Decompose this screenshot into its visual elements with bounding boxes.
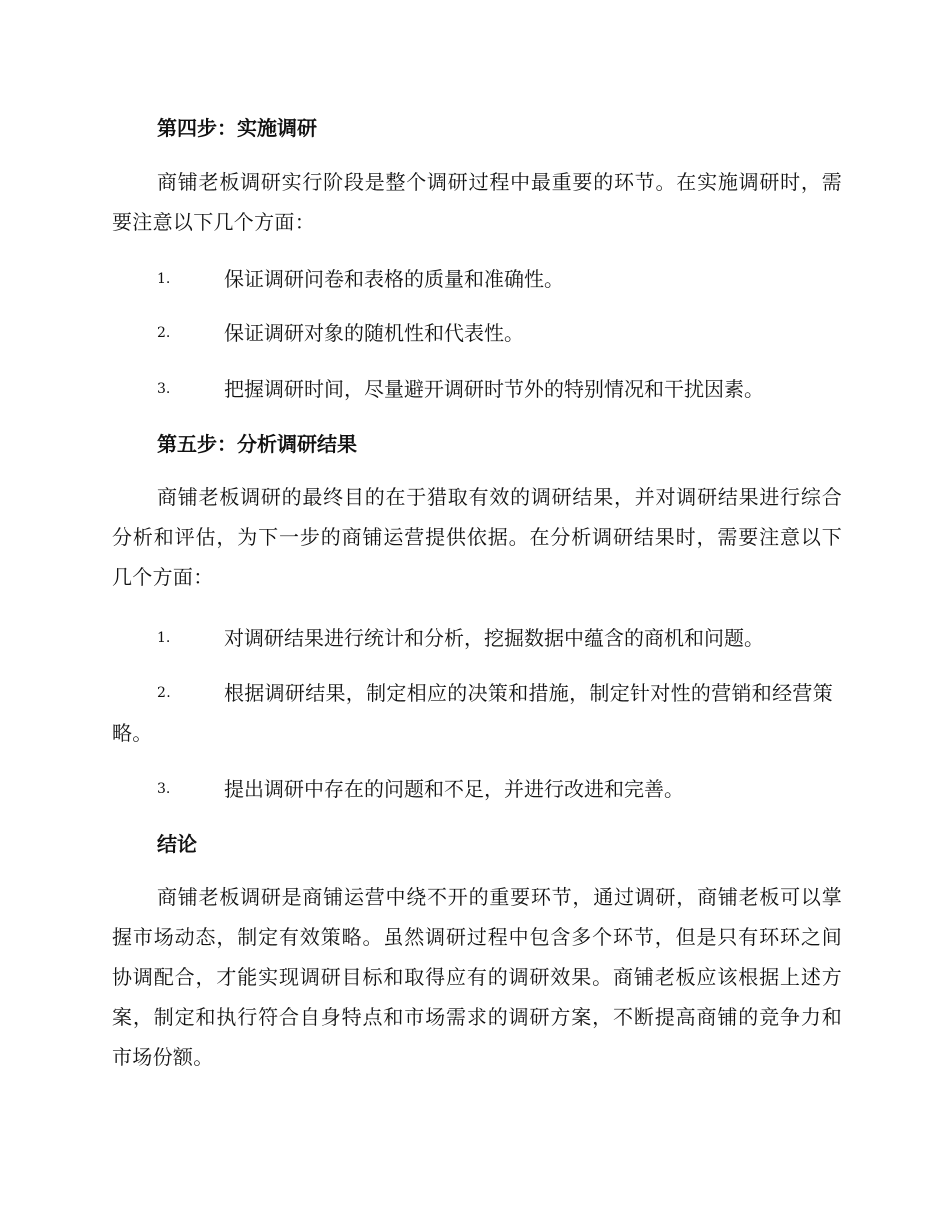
list-text: 保证调研问卷和表格的质量和准确性。 — [224, 267, 564, 291]
list-text: 对调研结果进行统计和分析，挖掘数据中蕴含的商机和问题。 — [224, 626, 764, 650]
conclusion-body: 商铺老板调研是商铺运营中绕不开的重要环节，通过调研，商铺老板可以掌握市场动态，制定有效策略。虽然调研过程中包含多个环节，但是只有环环之间协调配合，才能实现调研目标和取得应有的调研效果。商铺老板应该根据上述方案，制定和执行符合自身特点和市场需求的调研方案，不断提高商铺的竞争力和市场份额。 — [112, 885, 842, 1069]
list-number: 1. — [157, 271, 171, 287]
step4-heading: 第四步：实施调研 — [157, 116, 317, 140]
list-number: 1. — [157, 630, 171, 646]
conclusion-heading: 结论 — [157, 832, 197, 856]
list-text: 提出调研中存在的问题和不足，并进行改进和完善。 — [224, 777, 684, 801]
list-item — [112, 673, 842, 753]
step5-intro: 商铺老板调研的最终目的在于猎取有效的调研结果，并对调研结果进行综合分析和评估，为下一步的商铺运营提供依据。在分析调研结果时，需要注意以下几个方面： — [112, 485, 842, 589]
list-text: 把握调研时间，尽量避开调研时节外的特别情况和干扰因素。 — [224, 377, 764, 401]
list-text: 保证调研对象的随机性和代表性。 — [224, 321, 524, 345]
step4-intro: 商铺老板调研实行阶段是整个调研过程中最重要的环节。在实施调研时，需要注意以下几个方面： — [112, 170, 842, 234]
list-number: 2. — [157, 325, 171, 341]
step5-heading: 第五步：分析调研结果 — [157, 432, 357, 456]
list-text: 根据调研结果，制定相应的决策和措施，制定针对性的营销和经营策略。 — [112, 681, 833, 745]
list-number: 2. — [157, 685, 171, 701]
list-number: 3. — [157, 781, 171, 797]
list-number: 3. — [157, 381, 171, 397]
